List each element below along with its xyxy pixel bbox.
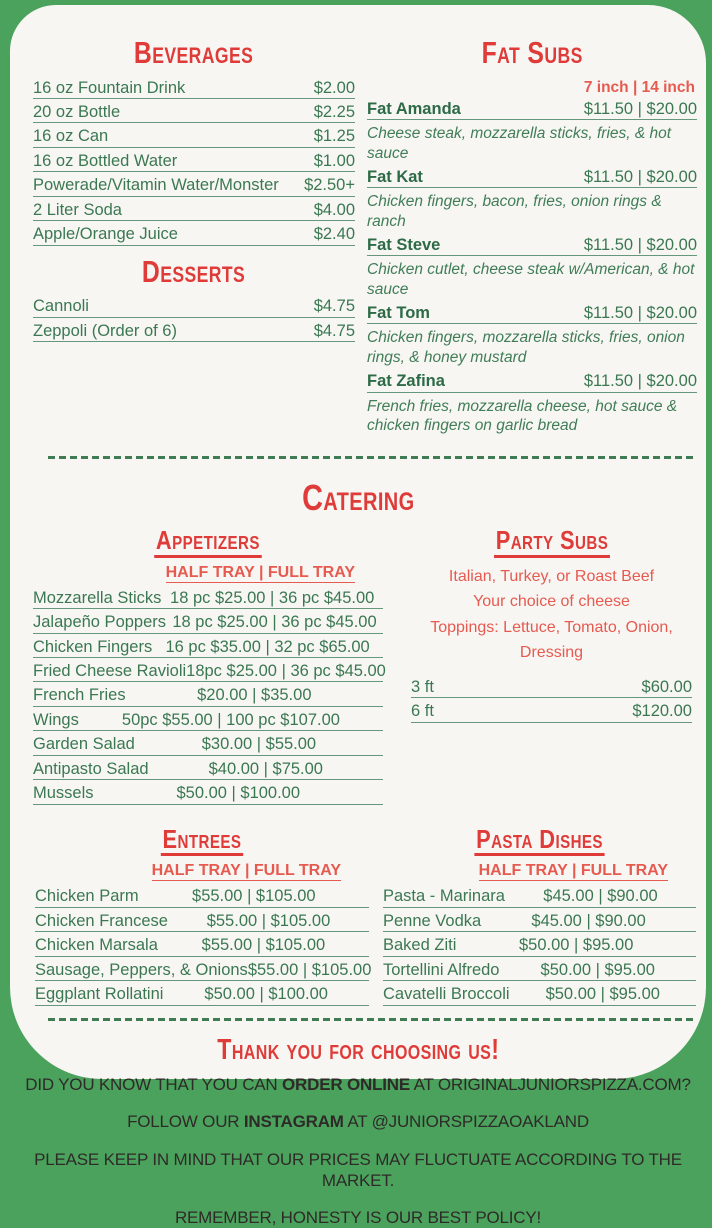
item-price: $2.25 [313,103,355,122]
item-price: $4.00 [313,200,355,219]
item-name: Eggplant Rollatini [35,985,164,1004]
item-price: $50.00 | $95.00 [540,960,655,979]
item-name: Chicken Fingers [33,637,153,656]
item-name: Garden Salad [33,735,135,754]
menu-row [383,936,696,956]
entrees-list [35,887,372,1005]
item-price: $50.00 | $100.00 [204,985,328,1004]
menu-row [35,985,369,1005]
item-name: Zeppoli (Order of 6) [33,321,177,340]
item-price: $4.75 [313,297,355,316]
thank-you-title: Thank you for choosing us! [216,1033,500,1066]
desserts-title: Desserts [142,253,246,289]
menu-row [411,702,692,722]
entrees-section [35,823,372,1010]
pasta-dishes-section [383,825,696,1010]
menu-row [383,961,696,981]
item-description: Cheese steak, mozzarella sticks, fries, & hot sauce [367,125,672,162]
menu-row [33,686,383,706]
menu-row [33,322,355,342]
item-name: Mussels [33,784,94,803]
pasta-dishes-list [383,887,696,1005]
menu-row [33,103,355,123]
appetizers-list [33,588,386,805]
menu-row [33,735,383,755]
item-price: $2.40 [313,225,355,244]
footer-line: REMEMBER, HONESTY IS OUR BEST POLICY! [174,1208,542,1228]
beverages-title: Beverages [134,35,254,70]
appetizers-tray-header: HALF TRAY | FULL TRAY [165,563,355,581]
item-price: $20.00 | $35.00 [197,686,312,705]
menu-row [33,225,355,245]
item-price: $50.00 | $95.00 [518,936,634,955]
item-name: Cannoli [33,297,89,316]
item-description: French fries, mozzarella cheese, hot sauce & chicken fingers on garlic bread [367,397,678,435]
item-description: Chicken fingers, mozzarella sticks, fries, onion rings, & honey mustard [367,329,685,367]
item-price: 16 pc $35.00 | 32 pc $65.00 [165,637,370,656]
item-name: 16 oz Can [33,127,109,146]
entrees-tray-header: HALF TRAY | FULL TRAY [151,862,341,880]
menu-row-with-description [367,372,697,436]
footer-section [10,1035,706,1228]
item-name: French Fries [33,686,126,705]
menu-row [35,936,369,956]
party-subs-info [411,564,692,666]
item-price: $4.75 [313,321,355,340]
dashed-divider-top [48,456,693,459]
desserts-list [33,297,355,342]
menu-row [383,887,696,907]
item-name: 20 oz Bottle [33,103,121,122]
item-name: Powerade/Vitamin Water/Monster [33,176,279,195]
item-price: $40.00 | $75.00 [208,759,323,778]
fat-subs-title: Fat Subs [481,35,583,70]
item-name: Sausage, Peppers, & Onions [35,960,248,979]
item-name: Fried Cheese Ravioli [33,661,187,680]
item-price: $30.00 | $55.00 [201,735,317,754]
appetizers-section [33,524,386,809]
item-price: $2.00 [313,78,355,97]
menu-row [33,711,383,731]
item-price: $45.00 | $90.00 [531,911,646,930]
catering-upper-section [10,526,706,809]
footer-line: FOLLOW OUR INSTAGRAM AT @JUNIORSPIZZAOAKLAND [127,1112,589,1132]
item-name: Mozzarella Sticks [33,588,162,607]
item-name: Fat Steve [367,235,441,254]
menu-row [35,887,369,907]
item-name: Baked Ziti [383,936,457,955]
footer-line: DID YOU KNOW THAT YOU CAN ORDER ONLINE AT ORIGINALJUNIORSPIZZA.COM? [25,1075,691,1095]
item-name: Jalapeño Poppers [33,613,167,632]
party-subs-section [397,526,696,809]
item-name: Chicken Parm [35,887,139,906]
item-name: Tortellini Alfredo [383,960,500,979]
item-name: 16 oz Bottled Water [33,151,178,170]
footer-line: PLEASE KEEP IN MIND THAT OUR PRICES MAY FLUCTUATE ACCORDING TO THE MARKET. [34,1149,682,1190]
item-price: 18 pc $25.00 | 36 pc $45.00 [170,588,375,607]
menu-row [35,960,372,981]
item-price: $45.00 | $90.00 [543,887,658,906]
menu-row [33,613,383,633]
item-price: 50pc $55.00 | 100 pc $107.00 [121,710,340,729]
menu-row-with-description [367,304,697,368]
pasta-dishes-title: Pasta Dishes [383,825,696,857]
party-subs-title: Party Subs [411,526,692,558]
menu-row [33,201,355,221]
item-name: Antipasto Salad [33,759,149,778]
item-name: Pasta - Marinara [383,887,505,906]
catering-lower-section [10,825,706,1010]
item-price: $55.00 | $105.00 [201,936,326,955]
item-name: Fat Amanda [367,99,461,118]
party-subs-list [411,678,692,723]
fat-subs-section [367,37,697,440]
item-name: Penne Vodka [383,911,482,930]
item-price: $55.00 | $105.00 [206,911,331,930]
menu-row [411,678,692,698]
item-name: Fat Zafina [367,372,445,391]
item-price: $55.00 | $105.00 [192,887,316,906]
item-price: $1.25 [313,127,355,146]
top-section [10,37,706,440]
item-price: $120.00 [632,702,692,721]
info-line: Your choice of cheese [473,593,630,611]
catering-title: Catering [301,477,415,519]
item-price: 18 pc $25.00 | 36 pc $45.00 [172,613,377,632]
beverages-list [33,79,355,246]
menu-row [33,638,383,658]
menu-row [33,152,355,172]
item-description: Chicken fingers, bacon, fries, onion rings & ranch [367,193,662,230]
item-price: $1.00 [313,151,355,170]
item-price: $11.50 | $20.00 [583,235,697,254]
item-name: Apple/Orange Juice [33,225,178,244]
info-line: Italian, Turkey, or Roast Beef [448,567,655,585]
item-name: 2 Liter Soda [33,200,122,219]
item-name: 6 ft [411,702,434,721]
item-price: $11.50 | $20.00 [583,167,697,186]
item-name: Chicken Marsala [35,936,158,955]
fat-subs-list [367,100,697,437]
item-price: 18pc $25.00 | 36 pc $45.00 [186,661,386,680]
footer-lines [10,1074,706,1228]
menu-page [10,5,706,1228]
info-line: Toppings: Lettuce, Tomato, Onion, Dressing [430,618,673,662]
menu-row-with-description [367,168,697,232]
item-name: Chicken Francese [35,911,168,930]
menu-row [33,127,355,147]
fat-subs-size-header: 7 inch | 14 inch [583,78,695,96]
item-name: Wings [33,710,79,729]
item-name: Fat Tom [367,303,430,322]
entrees-title: Entrees [35,825,369,857]
beverages-section [33,37,355,440]
item-name: Cavatelli Broccoli [383,985,510,1004]
item-price: $55.00 | $105.00 [247,960,372,979]
menu-row-with-description [367,236,697,300]
item-price: $11.50 | $20.00 [583,372,697,391]
item-description: Chicken cutlet, cheese steak w/American, & hot sauce [367,261,695,299]
pasta-tray-header: HALF TRAY | FULL TRAY [478,862,668,880]
item-price: $50.00 | $100.00 [176,784,301,803]
menu-row [33,784,383,804]
menu-row [33,760,383,780]
item-price: $60.00 [641,677,692,696]
menu-row [33,79,355,99]
item-price: $11.50 | $20.00 [583,303,697,322]
item-price: $2.50+ [304,176,355,195]
menu-row [383,912,696,932]
menu-row [33,176,355,196]
menu-row [33,589,383,609]
item-name: 16 oz Fountain Drink [33,78,186,97]
menu-row [383,985,696,1005]
menu-row-with-description [367,100,697,164]
item-name: 3 ft [411,677,434,696]
menu-row [33,297,355,317]
menu-row [35,912,369,932]
menu-row [33,661,386,682]
item-name: Fat Kat [367,167,423,186]
item-price: $11.50 | $20.00 [583,99,697,118]
dashed-divider-bottom [48,1018,693,1021]
item-price: $50.00 | $95.00 [545,985,660,1004]
appetizers-title: Appetizers [33,526,383,558]
